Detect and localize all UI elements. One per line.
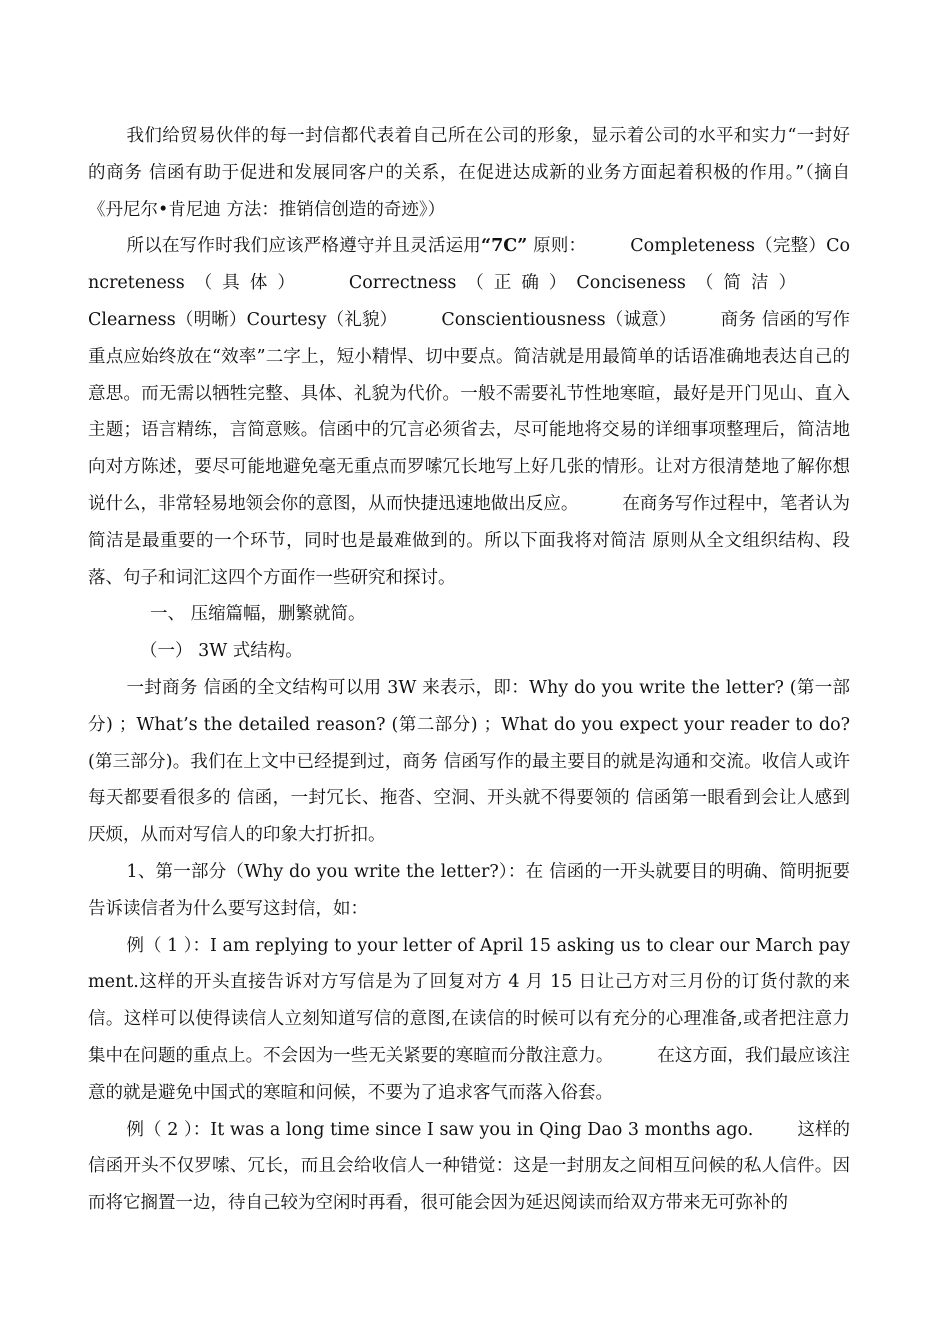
principle-label: 原则： [527,236,587,257]
paragraph-example-1 [88,928,850,1112]
section-heading-2: （一） 3W 式结构。 [140,641,303,662]
paragraph-text: 我们给贸易伙伴的每一封信都代表着自己所在公司的形象，显示着公司的水平和实力“一封好的商务 信函有助于促进和发展同客户的关系，在促进达成新的业务方面起着积极的作用。”（摘自《丹尼尔•肯尼迪 方法：推销信创造的奇迹》） [88,126,850,220]
principle-correctness: Correctness（正确） [348,273,577,294]
example-sentence: 例（ 2 ）：It was a long time since I saw you in Qing Dao 3 months ago. [126,1119,754,1140]
example-advice: 在这方面，我们最应该注意的就是避免中国式的寒暄和问候，不要为了追求客气而落入俗套。 [88,1045,851,1103]
example-explanation: 这样的开头直接告诉对方写信是为了回复对方 4 月 15 日让己方对三月份的订货付款的来信。这样可以使得读信人立刻知道写信的意图,在读信的时候可以有充分的心理准备,或者把注意力集中在问题的重点上。不会因为一些无关紧要的寒暄而分散注意力。 [88,972,850,1066]
paragraph-efficiency-text: 商务 信函的写作重点应始终放在“效率”二字上，短小精悍、切中要点。简洁就是用最简单的话语准确地表达自己的意思。而无需以牺牲完整、具体、礼貌为代价。一般不需要礼节性地寒暄，最好是开门见山、直入主题；语言精练，言简意赅。信函中的冗言必须省去，尽可能地将交易的详细事项整理后，简洁地向对方陈述，要尽可能地避免毫无重点而罗嗦冗长地写上好几张的情形。让对方很清楚地了解你想说什么，非常轻易地领会你的意图，从而快捷迅速地做出反应。 [88,309,851,514]
7c-term: “7C” [481,236,528,257]
paragraph-part-one [88,854,850,928]
principle-courtesy: Courtesy（礼貌） [246,309,398,330]
document-body [88,118,850,1222]
principle-concreteness: Concreteness（具体） [88,236,851,294]
example-sentence: 例（ 1 ）：I am replying to your letter of April 15 asking us to clear our March payment. [88,935,850,993]
paragraph-conciseness-text: 在商务写作过程中，笔者认为简洁是最重要的一个环节，同时也是最难做到的。所以下面我将对简洁 原则从全文组织结构、段落、句子和词汇这四个方面作一些研究和探讨。 [88,493,851,588]
example-explanation: 这样的 信函开头不仅罗嗦、冗长，而且会给收信人一种错觉：这是一封朋友之间相互问候的私人信件。因而将它搁置一边，待自己较为空闲时再看，很可能会因为延迟阅读而给双方带来无可弥补的 [88,1119,851,1214]
paragraph-3w-structure [88,670,850,854]
paragraph-7c-principles [88,228,850,596]
paragraph-text: 1、第一部分（Why do you write the letter?）：在 信函的一开头就要目的明确、简明扼要告诉读信者为什么要写这封信，如： [88,861,850,919]
paragraph-text: 一封商务 信函的全文结构可以用 3W 来表示，即：Why do you write the letter? (第一部分) ；What’s the detailed reason? (第二部分) ；What do you expect your reader to do? (第三部分)。我们在上文中已经提到过，商务 信函写作的最主要目的就是沟通和交流。收信人或许每天都要看很多的 信函，一封冗长、拖沓、空洞、开头就不得要领的 信函第一眼看到会让人感到厌烦，从而对写信人的印象大打折扣。 [88,677,850,846]
principle-completeness: Completeness（完整） [630,236,827,257]
section-heading-1: 一、 压缩篇幅，删繁就简。 [150,604,366,625]
paragraph-example-2 [88,1112,850,1222]
paragraph-company-image [88,118,850,228]
principle-conciseness: Conciseness（简洁） [576,273,806,294]
principle-clearness: Clearness（明晰） [88,309,247,330]
principle-conscientiousness: Conscientiousness（诚意） [441,309,677,330]
paragraph-intro: 所以在写作时我们应该严格遵守并且灵活运用 [126,236,482,257]
